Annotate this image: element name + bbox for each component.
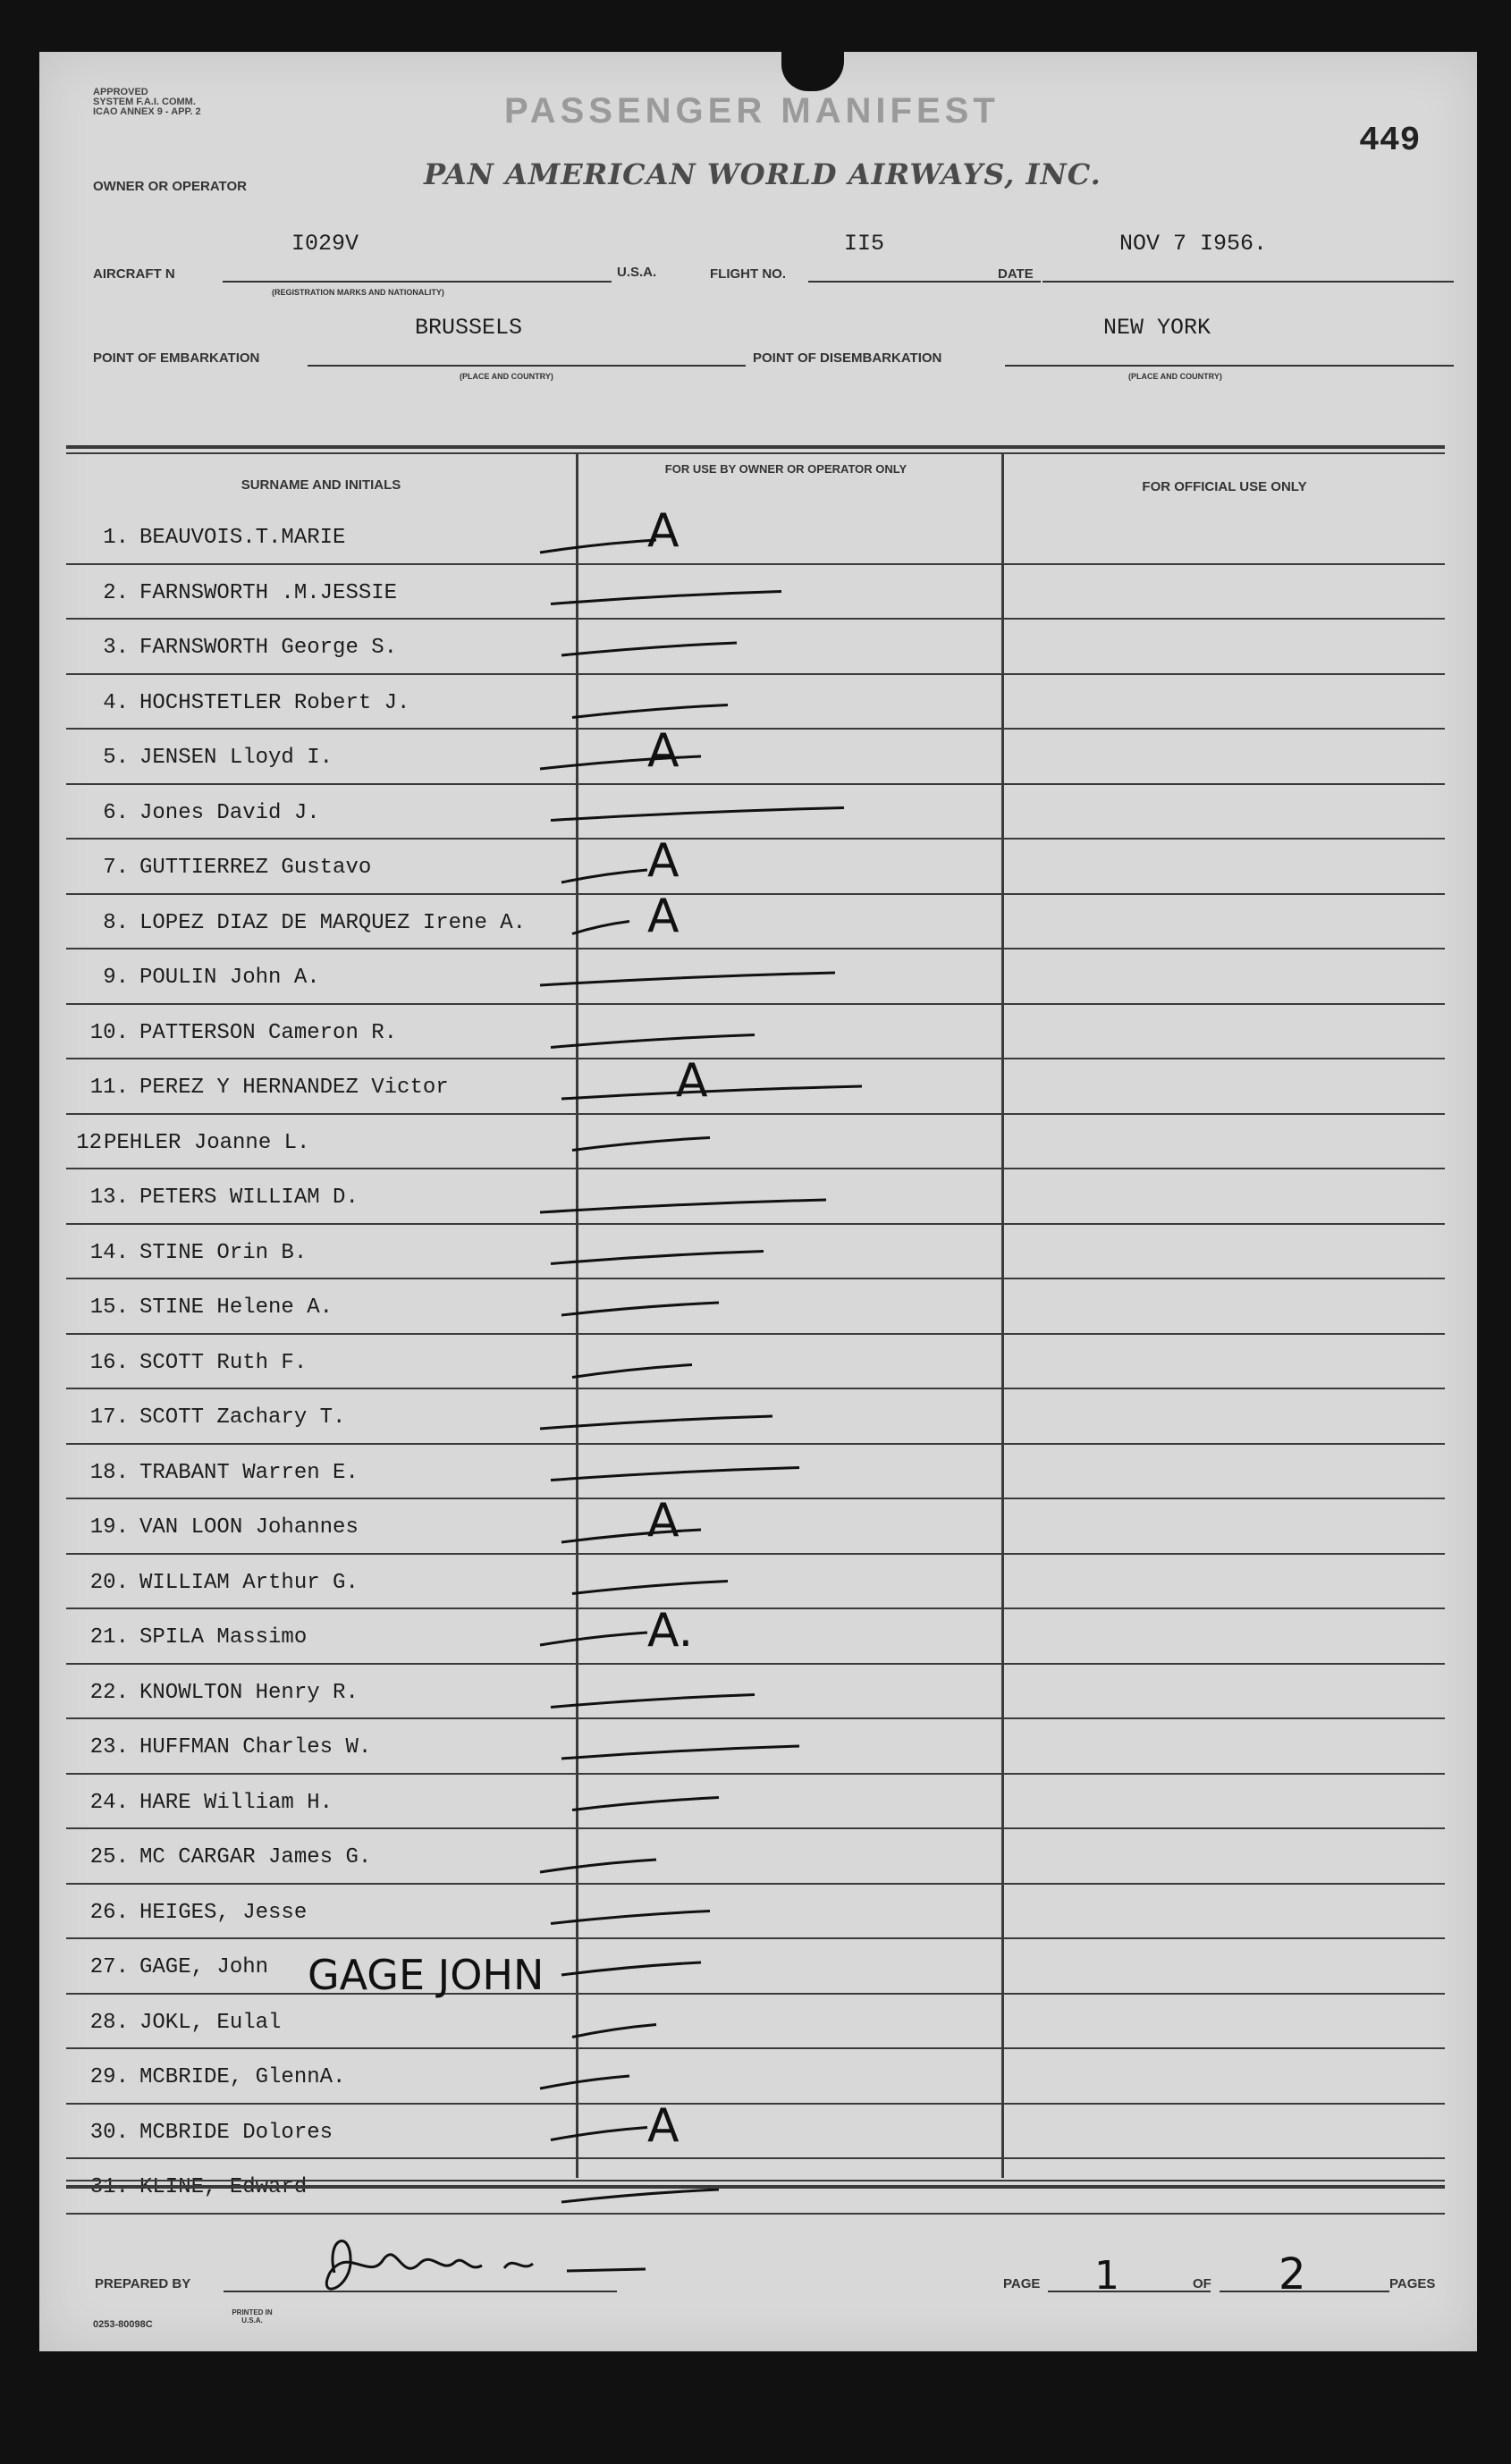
passenger-name: SCOTT Ruth F. [139, 1350, 308, 1375]
prepared-label: PREPARED BY [95, 2276, 191, 2291]
owner-label: OWNER OR OPERATOR [93, 179, 247, 194]
check-stroke [561, 1086, 862, 1099]
row27-handwritten-name: GAGE JOHN [308, 1951, 544, 1999]
aircraft-label: AIRCRAFT N [93, 266, 175, 282]
passenger-name: POULIN John A. [139, 966, 320, 990]
passenger-name: PATTERSON Cameron R. [139, 1020, 398, 1045]
check-stroke [561, 1746, 799, 1759]
arrival-mark: A [647, 724, 680, 778]
passenger-name: WILLIAM Arthur G. [139, 1570, 359, 1595]
row-number: 14. [89, 1240, 129, 1265]
passenger-name: PETERS WILLIAM D. [139, 1186, 359, 1210]
row-number: 21. [89, 1625, 129, 1650]
row-number: 11. [89, 1076, 129, 1100]
check-stroke [551, 1468, 799, 1481]
row-number: 15. [89, 1295, 129, 1320]
arrival-mark: A [647, 1494, 680, 1548]
row-number: 29. [89, 2065, 129, 2089]
passenger-name: HEIGES, Jesse [139, 1900, 308, 1925]
check-stroke [551, 2128, 647, 2140]
page-number: 449 [1359, 122, 1421, 160]
of-value: 2 [1279, 2249, 1306, 2299]
passenger-name: JOKL, Eulal [139, 2010, 282, 2035]
row-number: 27. [89, 1955, 129, 1979]
passenger-name: STINE Orin B. [139, 1240, 308, 1265]
check-stroke [540, 1860, 656, 1872]
passenger-name: FARNSWORTH .M.JESSIE [139, 580, 398, 605]
form-code: 0253-80098C [93, 2319, 153, 2330]
passenger-name: HARE William H. [139, 1790, 333, 1815]
flight-label: FLIGHT NO. [710, 266, 786, 282]
passenger-name: BEAUVOIS.T.MARIE [139, 526, 346, 550]
col-operator: FOR USE BY OWNER OR OPERATOR ONLY [664, 462, 907, 476]
row-number: 4. [103, 690, 129, 715]
check-stroke [540, 1200, 826, 1212]
form-title: PASSENGER MANIFEST [504, 91, 1000, 131]
printed-note: PRINTED IN U.S.A. [232, 2308, 273, 2325]
check-stroke [540, 1416, 772, 1429]
manifest-sheet [39, 52, 1477, 2351]
row-number: 3. [103, 636, 129, 660]
operator-name: PAN AMERICAN WORLD AIRWAYS, INC. [424, 157, 1102, 191]
row-number: 6. [103, 800, 129, 825]
row-number: 26. [89, 1900, 129, 1925]
check-stroke [572, 1798, 719, 1810]
row-number: 22. [89, 1680, 129, 1705]
row-number: 20. [89, 1570, 129, 1595]
aircraft-value: I029V [291, 231, 359, 257]
checkmark-strokes [39, 52, 1477, 2351]
of-label: OF [1193, 2276, 1211, 2291]
row-number: 9. [103, 966, 129, 990]
check-stroke [551, 1252, 764, 1264]
passenger-name: MCBRIDE Dolores [139, 2120, 333, 2145]
passenger-name: STINE Helene A. [139, 1295, 333, 1320]
check-stroke [551, 1911, 710, 1924]
check-stroke [551, 1695, 755, 1708]
row-number: 23. [89, 1735, 129, 1759]
row-number: 30. [89, 2120, 129, 2145]
row-number: 10. [89, 1020, 129, 1045]
check-stroke [572, 1582, 728, 1594]
row-number: 24. [89, 1790, 129, 1815]
embark-note: (PLACE AND COUNTRY) [460, 372, 553, 381]
row-number: 5. [103, 746, 129, 770]
row-number: 17. [89, 1405, 129, 1430]
check-stroke [561, 1303, 719, 1315]
page-label: PAGE [1003, 2276, 1041, 2291]
passenger-name: JENSEN Lloyd I. [139, 746, 333, 770]
passenger-name: SCOTT Zachary T. [139, 1405, 346, 1430]
check-stroke [540, 2076, 629, 2088]
passenger-name: PEREZ Y HERNANDEZ Victor [139, 1076, 449, 1100]
check-stroke [572, 2025, 656, 2038]
arrival-mark: A [647, 834, 680, 888]
check-stroke [561, 2190, 719, 2202]
arrival-mark: A. [647, 1604, 694, 1658]
check-stroke [572, 922, 629, 934]
check-stroke [572, 1365, 692, 1378]
arrival-mark: A [647, 504, 680, 558]
disembark-value: NEW YORK [1103, 315, 1211, 341]
date-value: NOV 7 I956. [1119, 231, 1268, 257]
passenger-name: VAN LOON Johannes [139, 1515, 359, 1540]
check-stroke [551, 592, 781, 604]
passenger-name: HOCHSTETLER Robert J. [139, 690, 410, 715]
date-label: DATE [998, 266, 1034, 282]
row-number: 19. [89, 1515, 129, 1540]
row-number: 1. [103, 526, 129, 550]
row-number: 8. [103, 910, 129, 935]
check-stroke [561, 870, 647, 882]
col-official: FOR OFFICIAL USE ONLY [1142, 479, 1307, 494]
passenger-name: LOPEZ DIAZ DE MARQUEZ Irene A. [139, 910, 527, 935]
usa-label: U.S.A. [617, 265, 657, 280]
row-number: 16. [89, 1350, 129, 1375]
passenger-name: PEHLER Joanne L. [104, 1130, 310, 1155]
check-stroke [540, 540, 656, 553]
row-number: 12 [76, 1130, 102, 1155]
check-stroke [540, 973, 835, 985]
passenger-name: Jones David J. [139, 800, 320, 825]
embark-value: BRUSSELS [415, 315, 523, 341]
passenger-name: HUFFMAN Charles W. [139, 1735, 372, 1759]
page-value: 1 [1094, 2253, 1119, 2299]
row-number: 13. [89, 1186, 129, 1210]
arrival-mark: A [647, 889, 680, 943]
row-number: 18. [89, 1460, 129, 1485]
check-stroke [572, 705, 728, 718]
passenger-name: SPILA Massimo [139, 1625, 308, 1650]
check-stroke [540, 1633, 647, 1645]
flight-value: II5 [844, 231, 885, 257]
check-stroke [551, 808, 844, 821]
arrival-mark: A [676, 1054, 708, 1108]
col-surname: SURNAME AND INITIALS [241, 477, 401, 493]
row-number: 7. [103, 856, 129, 880]
passenger-name: TRABANT Warren E. [139, 1460, 359, 1485]
passenger-name: MC CARGAR James G. [139, 1845, 372, 1869]
check-stroke [561, 1962, 701, 1975]
disembark-note: (PLACE AND COUNTRY) [1128, 372, 1222, 381]
passenger-name: GUTTIERREZ Gustavo [139, 856, 372, 880]
pages-label: PAGES [1389, 2276, 1436, 2291]
passenger-name: GAGE, John [139, 1955, 269, 1979]
embark-label: POINT OF EMBARKATION [93, 350, 260, 366]
arrival-mark: A [647, 2098, 680, 2153]
check-stroke [561, 1530, 701, 1542]
passenger-name: KNOWLTON Henry R. [139, 1680, 359, 1705]
signature [299, 2219, 656, 2308]
check-stroke [572, 1138, 710, 1151]
row-number: 25. [89, 1845, 129, 1869]
row-number: 28. [89, 2010, 129, 2035]
row-number: 2. [103, 580, 129, 605]
check-stroke [561, 643, 737, 655]
passenger-name: FARNSWORTH George S. [139, 636, 398, 660]
check-stroke [540, 756, 701, 769]
approval-stamp: APPROVED SYSTEM F.A.I. COMM. ICAO ANNEX 9 - APP. 2 [93, 87, 201, 117]
passenger-name: MCBRIDE, GlennA. [139, 2065, 346, 2089]
disembark-label: POINT OF DISEMBARKATION [753, 350, 942, 366]
check-stroke [551, 1035, 755, 1048]
registration-note: (REGISTRATION MARKS AND NATIONALITY) [272, 288, 444, 297]
